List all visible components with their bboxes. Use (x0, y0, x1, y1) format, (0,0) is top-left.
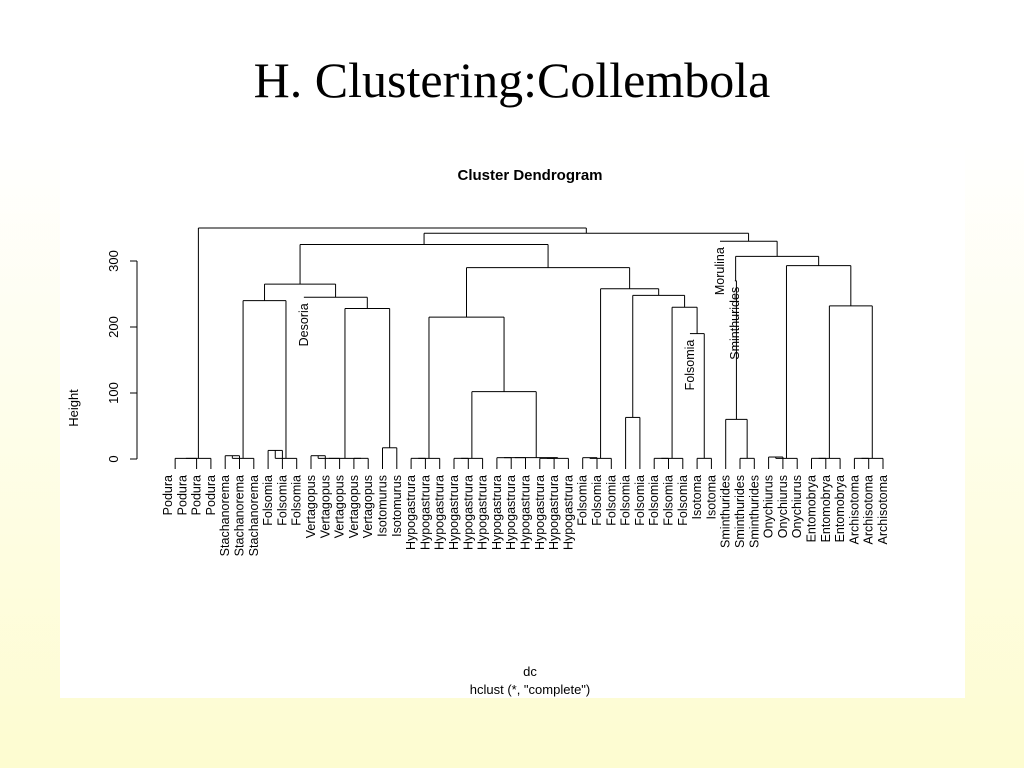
leaf-label-folsomia: Folsomia (682, 339, 697, 391)
leaf-label: Isotoma (690, 475, 705, 520)
y-tick-label: 200 (106, 316, 121, 338)
leaf-label: Onychiurus (775, 475, 790, 539)
leaf-label: Sminthurides (718, 475, 733, 548)
leaf-label: Hypogastrura (504, 475, 519, 551)
leaf-label: Folsomia (661, 475, 676, 526)
leaf-label: Vertagopus (346, 475, 361, 539)
leaf-label: Hypogastrura (404, 475, 419, 551)
leaf-label-morulina: Morulina (712, 247, 727, 296)
leaf-label: Entomobrya (818, 475, 833, 543)
leaf-label: Folsomia (289, 475, 304, 526)
leaf-label: Stachanorema (232, 475, 247, 557)
leaf-label: Vertagopus (361, 475, 376, 539)
leaf-label: Entomobrya (804, 475, 819, 543)
leaf-label: Folsomia (590, 475, 604, 526)
leaf-label-sminthurides: Sminthurides (727, 286, 742, 360)
y-axis-label: Height (66, 389, 81, 427)
y-axis (106, 250, 137, 462)
leaf-label: Hypogastrura (418, 475, 433, 551)
leaf-label: Onychiurus (790, 475, 805, 539)
leaf-label: Hypogastrura (447, 475, 461, 551)
leaf-label: Hypogastrura (489, 475, 504, 551)
leaf-label: Podura (161, 475, 175, 516)
leaf-label: Vertagopus (304, 475, 318, 539)
x-axis-label: dc (523, 664, 537, 679)
dendrogram-tree (175, 228, 883, 469)
leaf-label: Hypogastrura (518, 475, 533, 551)
leaf-label: Folsomia (604, 475, 619, 526)
leaf-label: Sminthurides (747, 475, 762, 548)
dendrogram-svg (60, 148, 965, 698)
y-tick-label: 100 (106, 382, 121, 404)
leaf-label: Folsomia (575, 475, 590, 526)
leaf-label: Stachanorema (246, 475, 261, 557)
leaf-label: Podura (175, 475, 190, 516)
leaf-label: Podura (203, 475, 218, 516)
method-subtitle: hclust (*, "complete") (469, 682, 591, 697)
leaf-label: Hypogastrura (547, 475, 562, 551)
leaf-label: Stachanorema (218, 475, 233, 557)
leaf-label-desoria: Desoria (296, 303, 311, 347)
leaf-label: Onychiurus (761, 475, 776, 539)
leaf-label: Hypogastrura (461, 475, 476, 551)
slide-title: H. Clustering:Collembola (253, 52, 771, 108)
leaf-label: Folsomia (647, 475, 662, 526)
leaf-label: Podura (189, 475, 204, 516)
leaf-label: Entomobrya (833, 475, 848, 543)
leaf-label: Folsomia (632, 475, 647, 526)
leaf-label: Vertagopus (332, 475, 347, 539)
y-tick-label: 300 (106, 250, 121, 272)
leaf-label: Folsomia (261, 475, 276, 526)
leaf-label: Hypogastrura (561, 475, 576, 551)
leaf-label: Archisotoma (861, 475, 876, 545)
y-tick-label: 0 (106, 455, 121, 463)
leaf-label: Isotomurus (375, 475, 390, 537)
leaf-label: Hypogastrura (532, 475, 547, 551)
leaf-label: Isotoma (704, 475, 719, 520)
leaf-label: Sminthurides (733, 475, 747, 548)
leaf-label: Archisotoma (847, 475, 862, 545)
leaf-label: Vertagopus (318, 475, 333, 539)
leaf-label: Isotomurus (389, 475, 404, 537)
leaf-label: Hypogastrura (475, 475, 490, 551)
leaf-label: Folsomia (275, 475, 290, 526)
chart-title: Cluster Dendrogram (457, 167, 603, 184)
leaf-label: Folsomia (675, 475, 690, 526)
leaf-labels (161, 247, 890, 556)
leaf-label: Archisotoma (876, 475, 890, 545)
dendrogram-panel (60, 148, 965, 698)
leaf-label: Hypogastrura (432, 475, 447, 551)
leaf-label: Folsomia (618, 475, 633, 526)
